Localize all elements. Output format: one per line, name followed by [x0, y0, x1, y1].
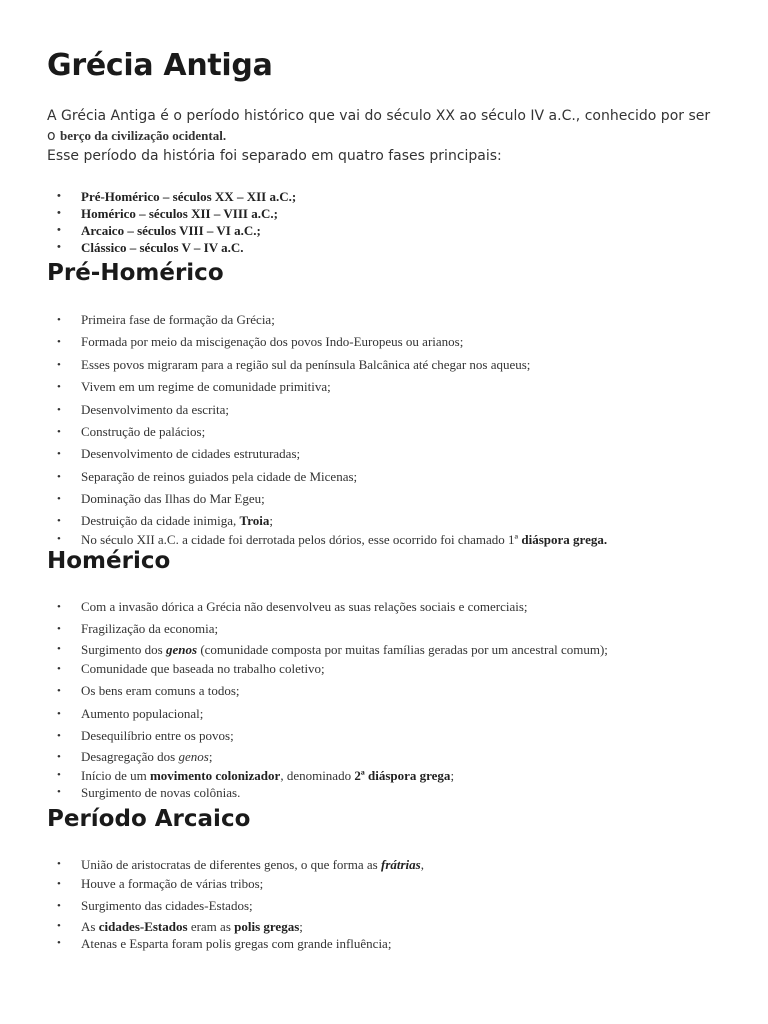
text-span: As	[81, 918, 99, 934]
section-heading-arcaico: Período Arcaico	[47, 806, 251, 832]
phase-item: • Clássico – séculos V – IV a.C.	[47, 239, 737, 256]
italic-bold-term: frátrias	[380, 857, 421, 872]
list-item-diaspora	[47, 531, 737, 548]
list-item: • Dominação das Ilhas do Mar Egeu;	[47, 488, 737, 510]
text-span: Início de um	[81, 768, 150, 784]
list-item: • Surgimento de novas colônias.	[47, 784, 737, 801]
phase-item: • Arcaico – séculos VIII – VI a.C.;	[47, 222, 737, 239]
list-item-desagregacao	[47, 747, 737, 767]
italic-bold-term: genos	[166, 641, 198, 657]
list-item: • Desenvolvimento de cidades estruturadas;	[47, 443, 737, 465]
list-item: • Atenas e Esparta foram polis gregas com grande influência;	[47, 935, 737, 952]
text-span: , denominado	[280, 768, 355, 784]
text-span: Desagregação dos	[81, 749, 179, 765]
bold-term: Troia	[239, 512, 270, 528]
intro-bold-phrase: berço da civilização ocidental.	[60, 128, 227, 143]
list-item: • Esses povos migraram para a região sul da península Balcânica até chegar nos aqueus;	[47, 354, 737, 376]
text-span: União de aristocratas de diferentes genos, o que forma as	[81, 857, 381, 872]
text-span: ,	[420, 857, 424, 872]
list-item: • Com a invasão dórica a Grécia não desenvolveu as suas relações sociais e comerciais;	[47, 596, 737, 618]
list-item: • Fragilização da economia;	[47, 618, 737, 640]
text-span: Surgimento dos	[81, 641, 166, 657]
list-item: • Desenvolvimento da escrita;	[47, 399, 737, 421]
bold-term: movimento colonizador	[149, 768, 281, 784]
phase-item: • Pré-Homérico – séculos XX – XII a.C.;	[47, 188, 737, 205]
italic-term: genos	[178, 749, 209, 765]
arcaico-list	[47, 856, 737, 952]
text-span: ;	[450, 768, 455, 784]
text-span: (comunidade composta por muitas famílias geradas por um ancestral comum);	[197, 641, 608, 657]
intro-line-1: A Grécia Antiga é o período histórico que vai do século XX ao século IV a.C., conhecido por ser	[47, 108, 711, 124]
list-item-troia	[47, 511, 737, 531]
list-item: • Comunidade que baseada no trabalho coletivo;	[47, 658, 737, 680]
bold-term: cidades-Estados	[98, 918, 188, 934]
bold-term: diáspora grega.	[521, 531, 608, 547]
list-item: • Houve a formação de várias tribos;	[47, 873, 737, 895]
list-item: • Primeira fase de formação da Grécia;	[47, 309, 737, 331]
text-span: Destruição da cidade inimiga,	[81, 512, 240, 528]
bold-term: polis gregas	[234, 918, 300, 934]
text-span: eram as	[187, 918, 235, 934]
intro-line-2-prefix: o	[47, 128, 61, 144]
intro-paragraph	[47, 106, 737, 166]
text-span: ;	[299, 918, 303, 934]
intro-line-2	[47, 126, 737, 146]
list-item: • Separação de reinos guiados pela cidade de Micenas;	[47, 466, 737, 488]
section-heading-pre-homerico: Pré-Homérico	[47, 260, 224, 286]
text-span: ;	[269, 512, 273, 528]
list-item-genos	[47, 641, 737, 658]
homerico-list	[47, 596, 737, 801]
page-title: Grécia Antiga	[47, 48, 273, 83]
list-item-colonizador	[47, 767, 737, 784]
intro-line-3: Esse período da história foi separado em quatro fases principais:	[47, 148, 502, 164]
text-span: No século XII a.C. a cidade foi derrotada pelos dórios, esse ocorrido foi chamado 1ª	[81, 531, 522, 547]
pre-homerico-list	[47, 309, 737, 548]
list-item: • Desequilíbrio entre os povos;	[47, 725, 737, 747]
section-heading-homerico: Homérico	[47, 548, 171, 574]
list-item: • Formada por meio da miscigenação dos povos Indo-Europeus ou arianos;	[47, 331, 737, 353]
list-item: • Surgimento das cidades-Estados;	[47, 895, 737, 917]
phase-item: • Homérico – séculos XII – VIII a.C.;	[47, 205, 737, 222]
bold-term: 2ª diáspora grega	[354, 768, 451, 784]
list-item: • Aumento populacional;	[47, 703, 737, 725]
list-item-fratrias	[47, 856, 737, 873]
list-item: • Os bens eram comuns a todos;	[47, 680, 737, 702]
list-item: • Construção de palácios;	[47, 421, 737, 443]
list-item-polis	[47, 918, 737, 935]
phases-list	[47, 188, 737, 256]
text-span: ;	[208, 749, 213, 765]
list-item: • Vivem em um regime de comunidade primitiva;	[47, 376, 737, 398]
